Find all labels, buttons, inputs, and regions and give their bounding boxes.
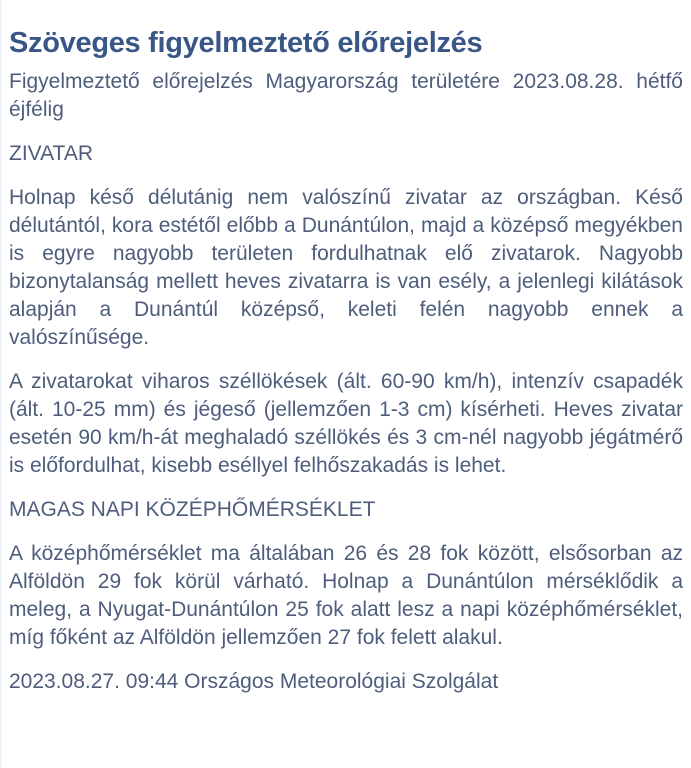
page-title: Szöveges figyelmeztető előrejelzés [9, 27, 483, 59]
zivatar-paragraph-2: A zivatarokat viharos széllökések (ált. 60-90 km/h), intenzív csapadék (ált. 10-25 mm) és jégeső (jellemzően 1-3 cm) kísérheti. Heves zivatar esetén 90 km/h-át meghaladó széllökés és 3 cm-nél nagyobb jégátmérő is előfordulhat, kisebb eséllyel felhőszakadás is lehet. [9, 370, 683, 477]
section-heading-kozephomerseklet: MAGAS NAPI KÖZÉPHŐMÉRSÉKLET [9, 498, 376, 521]
forecast-subtitle: Figyelmeztető előrejelzés Magyarország területére 2023.08.28. hétfő éjfélig [9, 70, 683, 121]
footer-timestamp-source: 2023.08.27. 09:44 Országos Meteorológiai Szolgálat [9, 670, 499, 693]
kozephomerseklet-paragraph: A középhőmérséklet ma általában 26 és 28 fok között, elsősorban az Alföldön 29 fok körül várható. Holnap a Dunántúlon mérséklődik a meleg, a Nyugat-Dunántúlon 25 fok alatt lesz a napi középhőmérséklet, míg főként az Alföldön jellemzően 27 fok felett alakul. [9, 542, 683, 649]
section-heading-zivatar: ZIVATAR [9, 142, 93, 165]
zivatar-paragraph-1: Holnap késő délutánig nem valószínű zivatar az országban. Késő délutántól, kora estétől előbb a Dunántúlon, majd a középső megyékben is egyre nagyobb területen fordulhatnak elő zivatarok. Nagyobb bizonytalanság mellett heves zivatarra is van esély, a jelenlegi kilátások alapján a Dunántúl középső, keleti felén nagyobb ennek a valószínűsége. [9, 186, 683, 349]
